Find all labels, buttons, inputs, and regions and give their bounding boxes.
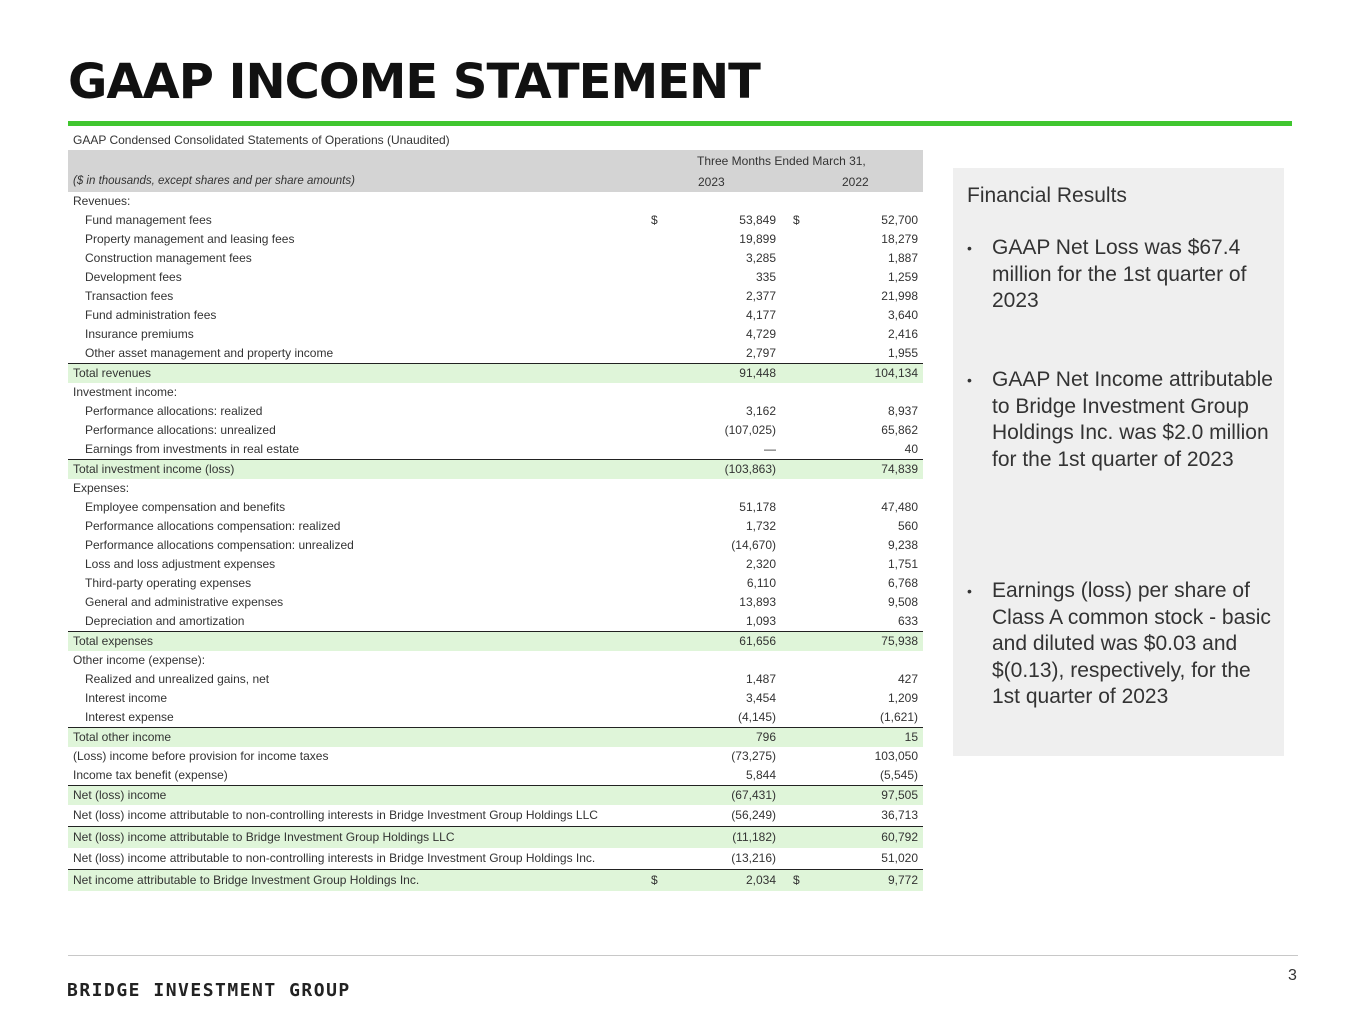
value-2022: 560 [897, 519, 918, 533]
table-row [68, 383, 923, 402]
row-label: Net income attributable to Bridge Investment Group Holdings Inc. [73, 873, 420, 887]
value-2023: 1,487 [745, 672, 776, 686]
value-2022: (1,621) [879, 710, 918, 724]
row-label: Total investment income (loss) [73, 462, 235, 476]
bullet-marker: • [967, 583, 972, 599]
value-2022: 74,839 [881, 462, 918, 476]
value-2022: 51,020 [881, 851, 918, 865]
row-label: Property management and leasing fees [85, 232, 295, 246]
value-2023: 335 [755, 270, 776, 284]
row-label: Total expenses [73, 634, 154, 648]
value-2023: (13,216) [731, 851, 776, 865]
table-row [68, 325, 923, 344]
value-2023: 51,178 [739, 500, 776, 514]
value-2022: 104,134 [874, 366, 918, 380]
table-row [68, 344, 923, 363]
row-label: Employee compensation and benefits [85, 500, 286, 514]
value-2022: 9,238 [887, 538, 918, 552]
value-2022: 1,209 [887, 691, 918, 705]
bullet-marker: • [967, 372, 972, 388]
table-row [68, 287, 923, 306]
row-label: Construction management fees [85, 251, 252, 265]
table-row [68, 766, 923, 785]
page-title: GAAP INCOME STATEMENT [68, 54, 760, 110]
row-label: Development fees [85, 270, 182, 284]
bullet-text: GAAP Net Income attributable to Bridge Investment Group Holdings Inc. was $2.0 million for the 1st quarter of 2023 [992, 368, 1273, 471]
value-2023: 2,320 [745, 557, 776, 571]
value-2022: 8,937 [887, 404, 918, 418]
value-2022: 97,505 [881, 788, 918, 802]
value-2022: 9,772 [887, 873, 918, 887]
row-label: Earnings from investments in real estate [85, 442, 300, 456]
row-label: Transaction fees [85, 289, 174, 303]
table-row [68, 805, 923, 826]
total-row [68, 869, 923, 891]
table-row [68, 747, 923, 766]
value-2023: — [764, 442, 776, 456]
value-2023: 4,177 [745, 308, 776, 322]
value-2023: 61,656 [739, 634, 776, 648]
row-label: Net (loss) income attributable to non-controlling interests in Bridge Investment Group Holdings LLC [73, 808, 598, 822]
value-2022: 1,955 [887, 346, 918, 360]
bullet-marker: • [967, 240, 972, 256]
row-label: Total other income [73, 730, 172, 744]
value-2022: 1,751 [887, 557, 918, 571]
income-statement-table [68, 150, 923, 891]
value-2023: 13,893 [739, 595, 776, 609]
row-label: Investment income: [73, 385, 178, 399]
currency-symbol: $ [651, 213, 658, 227]
value-2023: 796 [755, 730, 776, 744]
value-2022: 6,768 [887, 576, 918, 590]
value-2022: (5,545) [879, 768, 918, 782]
row-label: Total revenues [73, 366, 152, 380]
value-2023: 2,797 [745, 346, 776, 360]
table-row [68, 498, 923, 517]
table-body [68, 192, 923, 891]
value-2022: 103,050 [874, 749, 918, 763]
bullet-text: GAAP Net Loss was $67.4 million for the 1st quarter of 2023 [992, 236, 1247, 312]
title-divider [68, 121, 1292, 126]
row-label: Performance allocations compensation: realized [85, 519, 341, 533]
row-label: Net (loss) income attributable to non-controlling interests in Bridge Investment Group Holdings Inc. [73, 851, 596, 865]
table-row [68, 593, 923, 612]
value-2023: (103,863) [724, 462, 776, 476]
row-label: Depreciation and amortization [85, 614, 245, 628]
units-label: ($ in thousands, except shares and per share amounts) [73, 175, 355, 187]
financial-results-panel [953, 168, 1284, 756]
table-row [68, 670, 923, 689]
row-label: Realized and unrealized gains, net [85, 672, 270, 686]
row-label: Net (loss) income [73, 788, 167, 802]
value-2023: (11,182) [732, 830, 776, 844]
value-2022: 633 [897, 614, 918, 628]
value-2022: 427 [897, 672, 918, 686]
row-label: Fund administration fees [85, 308, 217, 322]
table-row [68, 848, 923, 869]
row-label: Expenses: [73, 481, 130, 495]
row-label: Fund management fees [85, 213, 212, 227]
total-row [68, 785, 923, 805]
value-2023: 3,285 [745, 251, 776, 265]
table-row [68, 421, 923, 440]
row-label: Insurance premiums [85, 327, 194, 341]
bullet-eps [967, 578, 1277, 711]
value-2023: 5,844 [745, 768, 776, 782]
table-row [68, 689, 923, 708]
value-2023: (56,249) [731, 808, 776, 822]
row-label: Other asset management and property income [85, 346, 334, 360]
bullet-net-income [967, 367, 1277, 473]
value-2023: (107,025) [724, 423, 776, 437]
value-2022: 60,792 [881, 830, 918, 844]
total-row [68, 727, 923, 747]
footer-divider [68, 955, 1298, 956]
value-2022: 9,508 [887, 595, 918, 609]
value-2022: 1,887 [887, 251, 918, 265]
row-label: General and administrative expenses [85, 595, 284, 609]
total-row [68, 826, 923, 848]
value-2022: 1,259 [887, 270, 918, 284]
value-2023: 3,454 [745, 691, 776, 705]
row-label: Loss and loss adjustment expenses [85, 557, 276, 571]
table-row [68, 192, 923, 211]
value-2022: 52,700 [881, 213, 918, 227]
value-2023: (67,431) [731, 788, 776, 802]
year-2022-header: 2022 [842, 175, 869, 189]
page-number: 3 [1288, 967, 1297, 984]
value-2023: 2,034 [745, 873, 776, 887]
table-row [68, 651, 923, 670]
year-2023-header: 2023 [698, 175, 725, 189]
table-row [68, 536, 923, 555]
value-2022: 2,416 [887, 327, 918, 341]
value-2023: 91,448 [739, 366, 776, 380]
currency-symbol: $ [793, 213, 800, 227]
table-row [68, 306, 923, 325]
value-2023: 53,849 [739, 213, 776, 227]
row-label: Performance allocations: realized [85, 404, 263, 418]
company-logo: BRIDGE INVESTMENT GROUP [67, 980, 351, 1001]
value-2022: 47,480 [881, 500, 918, 514]
value-2023: 4,729 [745, 327, 776, 341]
table-row [68, 230, 923, 249]
total-row [68, 363, 923, 383]
row-label: Third-party operating expenses [85, 576, 252, 590]
value-2023: 2,377 [745, 289, 776, 303]
row-label: Income tax benefit (expense) [73, 768, 228, 782]
bullet-text: Earnings (loss) per share of Class A common stock - basic and diluted was $0.03 and $(0.13), respectively, for the 1st quarter of 2023 [992, 579, 1271, 708]
table-row [68, 249, 923, 268]
table-row [68, 708, 923, 727]
table-caption: GAAP Condensed Consolidated Statements of Operations (Unaudited) [73, 133, 450, 147]
value-2022: 18,279 [881, 232, 918, 246]
table-row [68, 574, 923, 593]
period-header: Three Months Ended March 31, [697, 154, 866, 168]
row-label: Other income (expense): [73, 653, 206, 667]
value-2023: 3,162 [745, 404, 776, 418]
value-2022: 15 [904, 730, 918, 744]
value-2023: (4,145) [737, 710, 776, 724]
value-2022: 36,713 [881, 808, 918, 822]
value-2023: 1,732 [745, 519, 776, 533]
value-2022: 65,862 [881, 423, 918, 437]
row-label: Performance allocations compensation: unrealized [85, 538, 354, 552]
value-2023: 1,093 [745, 614, 776, 628]
total-row [68, 631, 923, 651]
row-label: Interest income [85, 691, 168, 705]
currency-symbol: $ [793, 873, 800, 887]
row-label: Interest expense [85, 710, 174, 724]
value-2023: 6,110 [746, 576, 776, 590]
row-label: Performance allocations: unrealized [85, 423, 276, 437]
value-2022: 3,640 [887, 308, 918, 322]
value-2023: 19,899 [739, 232, 776, 246]
table-header [68, 150, 923, 192]
row-label: Revenues: [73, 194, 131, 208]
row-label: (Loss) income before provision for income taxes [73, 749, 329, 763]
bullet-net-loss [967, 235, 1277, 315]
currency-symbol: $ [651, 873, 658, 887]
value-2022: 40 [904, 442, 918, 456]
table-row [68, 211, 923, 230]
value-2023: (14,670) [731, 538, 776, 552]
value-2023: (73,275) [731, 749, 776, 763]
table-row [68, 612, 923, 631]
table-row [68, 555, 923, 574]
value-2022: 75,938 [881, 634, 918, 648]
table-row [68, 440, 923, 459]
table-row [68, 479, 923, 498]
table-row [68, 517, 923, 536]
table-row [68, 268, 923, 287]
table-row [68, 402, 923, 421]
row-label: Net (loss) income attributable to Bridge Investment Group Holdings LLC [73, 830, 455, 844]
panel-title: Financial Results [967, 184, 1127, 207]
total-row [68, 459, 923, 479]
value-2022: 21,998 [881, 289, 918, 303]
